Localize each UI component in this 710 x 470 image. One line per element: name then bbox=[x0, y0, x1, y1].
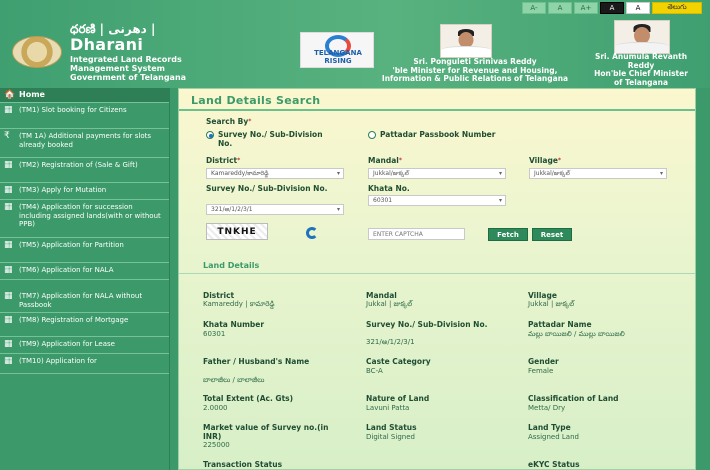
required-marker: * bbox=[557, 157, 562, 164]
detail-label: Father / Husband's Name bbox=[203, 357, 310, 366]
detail-value: Digital Signed bbox=[366, 433, 415, 441]
nala-icon: ▦ bbox=[4, 265, 13, 275]
detail-value: Female bbox=[528, 367, 554, 375]
sidebar-item-label: (TM7) Application for NALA without Passbook bbox=[19, 292, 143, 309]
detail-label: Khata Number bbox=[203, 320, 265, 329]
mandal-select-value: Jukkal/జుక్కల్ bbox=[373, 170, 409, 177]
detail-value: Kamareddy | కామారెడ్డి bbox=[203, 300, 275, 308]
sidebar-item-tm9[interactable] bbox=[0, 337, 169, 354]
khata-label: Khata No. bbox=[368, 184, 410, 193]
sidebar-item-label: (TM10) Application for bbox=[19, 357, 97, 365]
sidebar-item-tm7[interactable] bbox=[0, 280, 169, 313]
telangana-emblem-logo bbox=[12, 36, 62, 68]
village-select[interactable] bbox=[529, 168, 667, 179]
mandal-label-text: Mandal bbox=[368, 156, 399, 165]
chevron-down-icon: ▾ bbox=[336, 206, 340, 213]
portrait-body bbox=[441, 46, 491, 57]
passbook-radio-label[interactable]: Pattadar Passbook Number bbox=[380, 130, 496, 139]
detail-label: eKYC Status bbox=[528, 460, 580, 469]
sidebar-item-label: (TM8) Registration of Mortgage bbox=[19, 316, 129, 324]
minister1-name: Sri. Ponguleti Srinivas Reddy bbox=[413, 57, 537, 66]
main-panel bbox=[178, 88, 696, 470]
detail-value: Jukkal | జుక్కల్ bbox=[366, 300, 413, 308]
home-icon: 🏠 bbox=[4, 90, 16, 100]
village-label bbox=[529, 156, 561, 165]
chief-minister-name: Sri. Anumula Revanth bbox=[594, 52, 688, 61]
survey-select-value: 321/అ/1/2/3/1 bbox=[211, 206, 253, 213]
survey-radio[interactable] bbox=[206, 131, 214, 139]
district-label bbox=[206, 156, 240, 165]
brand-subtitle-line: Management System bbox=[70, 64, 165, 73]
nala-icon: ▦ bbox=[4, 291, 13, 301]
sidebar-item-label: (TM2) Registration of (Sale & Gift) bbox=[19, 161, 138, 169]
chevron-down-icon: ▾ bbox=[336, 170, 340, 177]
rising-logo-text: TELANGANA RISING bbox=[314, 49, 362, 65]
sidebar-item-label: (TM9) Application for Lease bbox=[19, 340, 115, 348]
detail-label: Transaction Status bbox=[203, 460, 283, 469]
captcha-image: TNKHE bbox=[206, 223, 268, 240]
required-marker: * bbox=[248, 118, 252, 125]
detail-label: District bbox=[203, 291, 235, 300]
minister1-role: Information & Public Relations of Telangana bbox=[381, 74, 569, 83]
detail-label: Land Type bbox=[528, 423, 571, 432]
detail-label: Market value of Survey no.(in INR) bbox=[203, 423, 329, 441]
brand-subtitle-line: Government of Telangana bbox=[70, 73, 187, 82]
light-contrast-button[interactable]: A bbox=[626, 2, 650, 14]
reset-button[interactable]: Reset bbox=[532, 228, 572, 241]
title-divider bbox=[179, 109, 696, 111]
detail-label: Total Extent (Ac. Gts) bbox=[203, 394, 294, 403]
sidebar-item-tm4[interactable] bbox=[0, 200, 169, 238]
sidebar-item-label: (TM5) Application for Partition bbox=[19, 241, 124, 249]
land-details-title: Land Details bbox=[203, 261, 260, 270]
sidebar-item-label: (TM1) Slot booking for Citizens bbox=[19, 106, 127, 114]
detail-label: Survey No./ Sub-Division No. bbox=[366, 320, 488, 329]
sidebar-item-label: (TM4) Application for succession including assigned lands(with or without PPB) bbox=[19, 203, 161, 228]
required-marker: * bbox=[398, 157, 403, 164]
sidebar-item-label: (TM6) Application for NALA bbox=[19, 266, 114, 274]
detail-value: 225000 bbox=[203, 441, 230, 449]
form-icon: ▦ bbox=[4, 105, 13, 115]
mandal-select[interactable] bbox=[368, 168, 506, 179]
chevron-down-icon: ▾ bbox=[659, 170, 663, 177]
survey-radio-label[interactable]: Survey No./ Sub-Division No. bbox=[218, 130, 323, 148]
search-by-label bbox=[206, 117, 251, 126]
detail-value: 60301 bbox=[203, 330, 226, 338]
accessibility-bar bbox=[522, 2, 702, 14]
sidebar-item-label: Home bbox=[19, 90, 45, 99]
brand-subtitle-line: Integrated Land Records bbox=[70, 55, 182, 64]
brand-subtitle bbox=[70, 55, 240, 82]
district-label-text: District bbox=[206, 156, 238, 165]
detail-value: Assigned Land bbox=[528, 433, 579, 441]
detail-value: మల్లు బాయిజలి / ముల్లు బాయిజలి bbox=[528, 330, 625, 338]
passbook-radio[interactable] bbox=[368, 131, 376, 139]
detail-value: BC-A bbox=[366, 367, 383, 375]
font-reset-button[interactable]: A bbox=[548, 2, 572, 14]
sidebar-item-tm1[interactable] bbox=[0, 103, 169, 129]
sidebar-item-tm6[interactable] bbox=[0, 263, 169, 280]
chevron-down-icon: ▾ bbox=[498, 197, 502, 204]
detail-label: Land Status bbox=[366, 423, 417, 432]
sidebar-item-home[interactable] bbox=[0, 88, 169, 103]
chief-minister-role: Hon'ble Chief Minister bbox=[594, 69, 688, 78]
village-select-value: Jukkal/జుక్కల్ bbox=[534, 170, 570, 177]
khata-select[interactable] bbox=[368, 195, 506, 206]
mandal-label bbox=[368, 156, 402, 165]
registration-icon: ▦ bbox=[4, 160, 13, 170]
detail-label: Classification of Land bbox=[528, 394, 619, 403]
chief-minister-name: Reddy bbox=[627, 60, 655, 70]
sidebar-item-tm8[interactable] bbox=[0, 313, 169, 337]
sidebar-item-tm1a[interactable] bbox=[0, 129, 169, 158]
detail-label: Mandal bbox=[366, 291, 397, 300]
detail-label: Gender bbox=[528, 357, 559, 366]
telangana-rising-logo bbox=[300, 32, 374, 68]
dark-contrast-button[interactable]: A bbox=[600, 2, 624, 14]
required-marker: * bbox=[237, 157, 241, 164]
survey-select[interactable] bbox=[206, 204, 344, 215]
page-title: Land Details Search bbox=[191, 94, 321, 107]
detail-value: బాలాజీలు / బాలాజీలు bbox=[203, 376, 265, 384]
sidebar-item-tm5[interactable] bbox=[0, 238, 169, 263]
succession-icon: ▦ bbox=[4, 202, 13, 212]
survey-label: Survey No./ Sub-Division No. bbox=[206, 184, 328, 193]
minister1-caption bbox=[380, 58, 570, 84]
refresh-captcha-icon[interactable] bbox=[306, 227, 318, 239]
section-divider bbox=[179, 273, 696, 274]
detail-label: Nature of Land bbox=[366, 394, 430, 403]
brand-scripts: ధరణి | دھرنی | bbox=[70, 22, 156, 36]
sidebar-item-label: (TM 1A) Additional payments for slots already booked bbox=[19, 132, 152, 149]
khata-select-value: 60301 bbox=[373, 197, 393, 204]
brand-name: Dharani bbox=[70, 35, 144, 54]
font-increase-button[interactable]: A+ bbox=[574, 2, 598, 14]
font-decrease-button[interactable]: A- bbox=[522, 2, 546, 14]
form-icon: ▦ bbox=[4, 356, 13, 366]
minister1-portrait bbox=[440, 24, 492, 58]
district-select[interactable] bbox=[206, 168, 344, 179]
district-select-value: Kamareddy/కామారెడ్డి bbox=[211, 170, 269, 177]
sidebar-item-tm2[interactable] bbox=[0, 158, 169, 183]
sidebar-item-tm3[interactable] bbox=[0, 183, 169, 200]
site-header bbox=[0, 0, 710, 88]
detail-value: 321/అ/1/2/3/1 bbox=[366, 338, 415, 346]
detail-value: Lavuni Patta bbox=[366, 404, 410, 412]
chief-minister-role: of Telangana bbox=[613, 77, 669, 87]
rupee-icon: ₹ bbox=[4, 131, 10, 141]
chief-minister-portrait bbox=[614, 20, 670, 54]
detail-value: 2.0000 bbox=[203, 404, 228, 412]
search-by-text: Search By bbox=[206, 117, 249, 126]
detail-value: Metta/ Dry bbox=[528, 404, 566, 412]
fetch-button[interactable]: Fetch bbox=[488, 228, 528, 241]
sidebar-item-label: (TM3) Apply for Mutation bbox=[19, 186, 107, 194]
lease-icon: ▦ bbox=[4, 339, 13, 349]
detail-label: Pattadar Name bbox=[528, 320, 592, 329]
village-label-text: Village bbox=[529, 156, 558, 165]
language-select[interactable]: తెలుగు bbox=[652, 2, 702, 14]
sidebar-nav bbox=[0, 88, 170, 470]
mutation-icon: ▦ bbox=[4, 185, 13, 195]
chevron-down-icon: ▾ bbox=[498, 170, 502, 177]
detail-value: Jukkal | జుక్కల్ bbox=[528, 300, 575, 308]
detail-label: Caste Category bbox=[366, 357, 431, 366]
chief-minister-caption bbox=[582, 53, 700, 87]
mortgage-icon: ▦ bbox=[4, 315, 13, 325]
minister1-role: 'ble Minister for Revenue and Housing, bbox=[392, 65, 558, 75]
detail-label: Village bbox=[528, 291, 557, 300]
partition-icon: ▦ bbox=[4, 240, 13, 250]
sidebar-item-tm10[interactable] bbox=[0, 354, 169, 374]
captcha-input[interactable] bbox=[368, 228, 465, 240]
